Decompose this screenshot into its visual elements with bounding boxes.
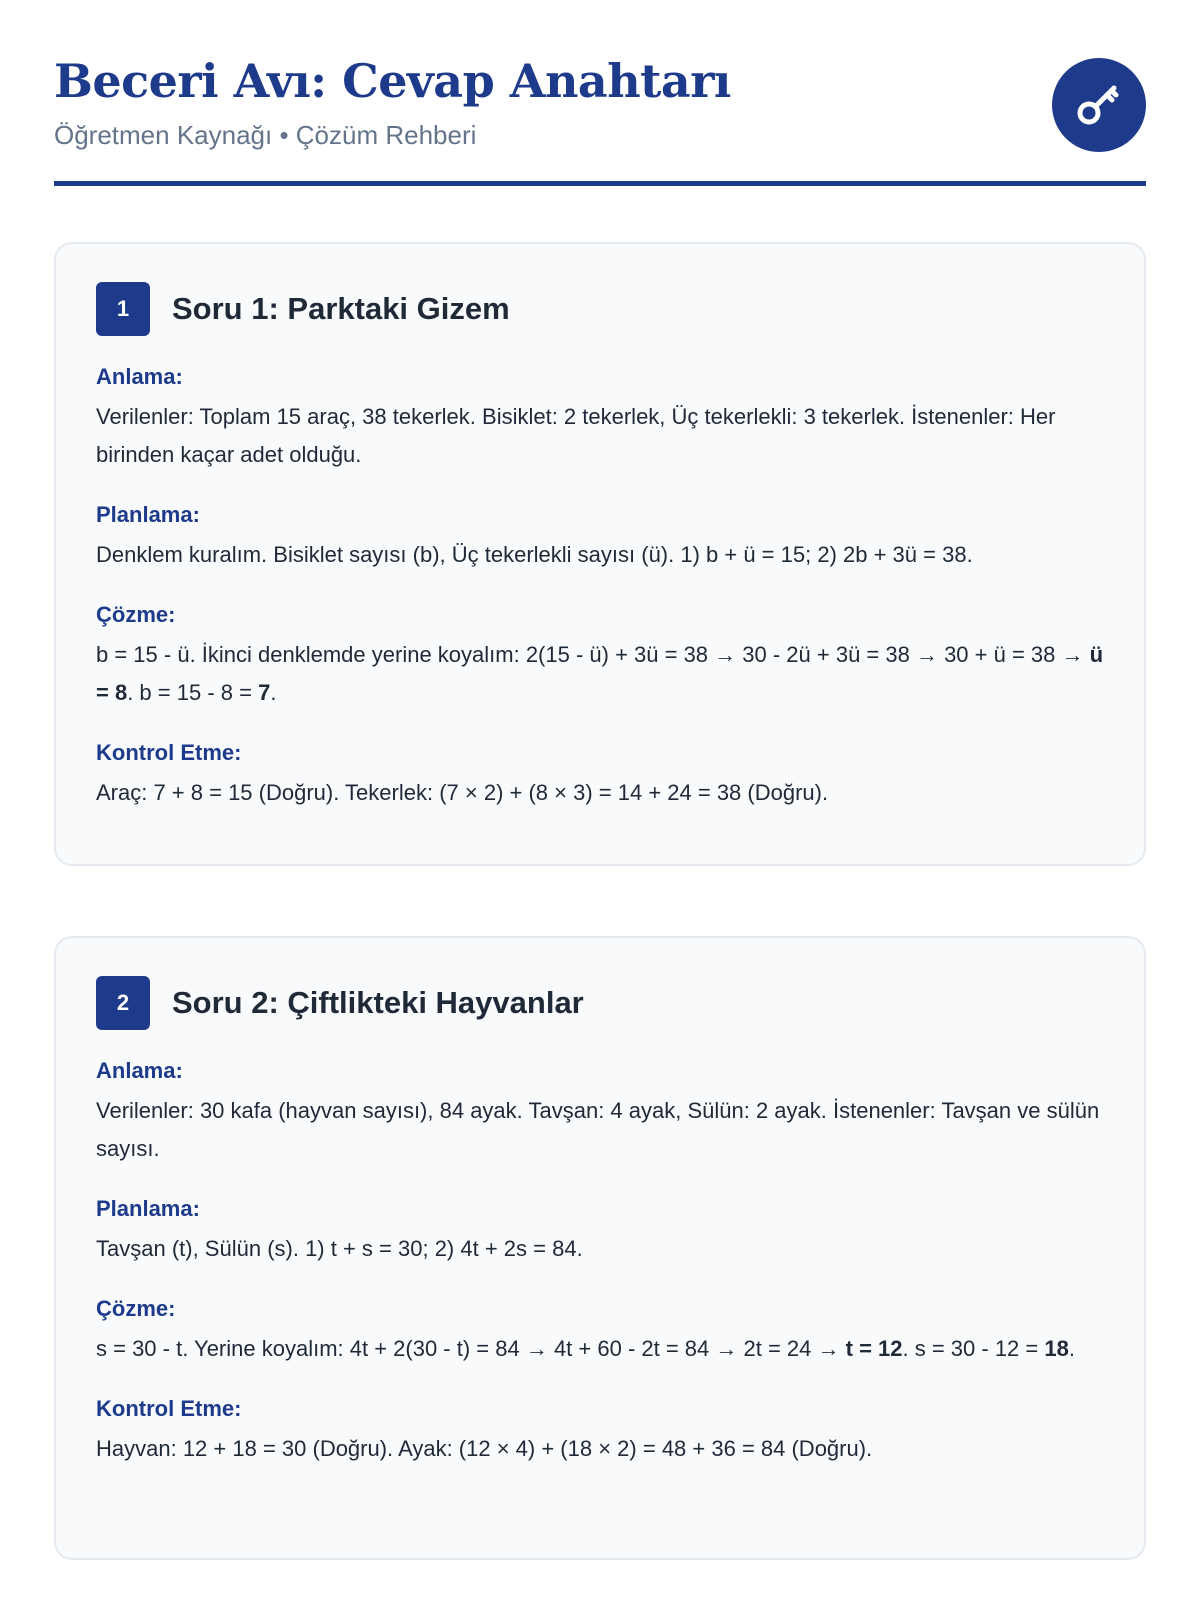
check-label: Kontrol Etme:: [96, 1396, 242, 1421]
solve-text-part: .: [270, 680, 277, 705]
page-header: [54, 0, 1146, 186]
solve-text: [96, 1330, 1104, 1368]
solve-result-2: 18: [1044, 1336, 1069, 1361]
solve-label: Çözme:: [96, 1296, 176, 1321]
understand-section: [96, 362, 1104, 474]
solve-label: Çözme:: [96, 602, 176, 627]
solve-text: [96, 636, 1104, 712]
question-number-badge: 2: [96, 976, 150, 1030]
plan-label: Planlama:: [96, 1196, 200, 1221]
understand-label: Anlama:: [96, 364, 183, 389]
solve-result-1: t = 12: [845, 1336, 903, 1361]
check-label: Kontrol Etme:: [96, 740, 242, 765]
check-section: [96, 1394, 1104, 1468]
question-header: [96, 976, 1104, 1030]
plan-section: [96, 500, 1104, 574]
question-card-2: [54, 936, 1146, 1560]
understand-text: Verilenler: 30 kafa (hayvan sayısı), 84 ayak. Tavşan: 4 ayak, Sülün: 2 ayak. İstenenler: Tavşan ve sülün sayısı.: [96, 1098, 1100, 1161]
plan-section: [96, 1194, 1104, 1268]
understand-text: Verilenler: Toplam 15 araç, 38 tekerlek. Bisiklet: 2 tekerlek, Üç tekerlekli: 3 tekerlek. İstenenler: Her birinden kaçar adet olduğu.: [96, 404, 1056, 467]
check-text: Hayvan: 12 + 18 = 30 (Doğru). Ayak: (12 × 4) + (18 × 2) = 48 + 36 = 84 (Doğru).: [96, 1436, 873, 1461]
key-badge: [1052, 58, 1146, 152]
solve-section: [96, 600, 1104, 712]
question-card-1: [54, 242, 1146, 866]
question-title: Soru 2: Çiftlikteki Hayvanlar: [172, 985, 584, 1020]
understand-section: [96, 1056, 1104, 1168]
understand-label: Anlama:: [96, 1058, 183, 1083]
solve-text-part: . s = 30 - 12 =: [902, 1336, 1045, 1361]
solve-text-part: .: [1068, 1336, 1075, 1361]
check-text: Araç: 7 + 8 = 15 (Doğru). Tekerlek: (7 × 2) + (8 × 3) = 14 + 24 = 38 (Doğru).: [96, 780, 829, 805]
check-section: [96, 738, 1104, 812]
solve-result-1: ü = 8: [96, 642, 1104, 705]
page-title: Beceri Avı: Cevap Anahtarı: [54, 54, 731, 108]
solve-text-part: b = 15 - ü. İkinci denklemde yerine koyalım: 2(15 - ü) + 3ü = 38 → 30 - 2ü + 3ü = 38 → 30 + ü = 38 →: [96, 642, 1090, 667]
solve-result-2: 7: [258, 680, 271, 705]
question-title: Soru 1: Parktaki Gizem: [172, 291, 510, 326]
question-number-badge: 1: [96, 282, 150, 336]
plan-label: Planlama:: [96, 502, 200, 527]
question-header: [96, 282, 1104, 336]
page-subtitle: Öğretmen Kaynağı • Çözüm Rehberi: [54, 120, 477, 150]
solve-text-part: s = 30 - t. Yerine koyalım: 4t + 2(30 - t) = 84 → 4t + 60 - 2t = 84 → 2t = 24 →: [96, 1336, 846, 1361]
plan-text: Tavşan (t), Sülün (s). 1) t + s = 30; 2) 4t + 2s = 84.: [96, 1236, 583, 1261]
solve-text-part: . b = 15 - 8 =: [127, 680, 259, 705]
solve-section: [96, 1294, 1104, 1368]
plan-text: Denklem kuralım. Bisiklet sayısı (b), Üç tekerlekli sayısı (ü). 1) b + ü = 15; 2) 2b + 3ü = 38.: [96, 542, 973, 567]
key-icon: [1074, 80, 1124, 130]
